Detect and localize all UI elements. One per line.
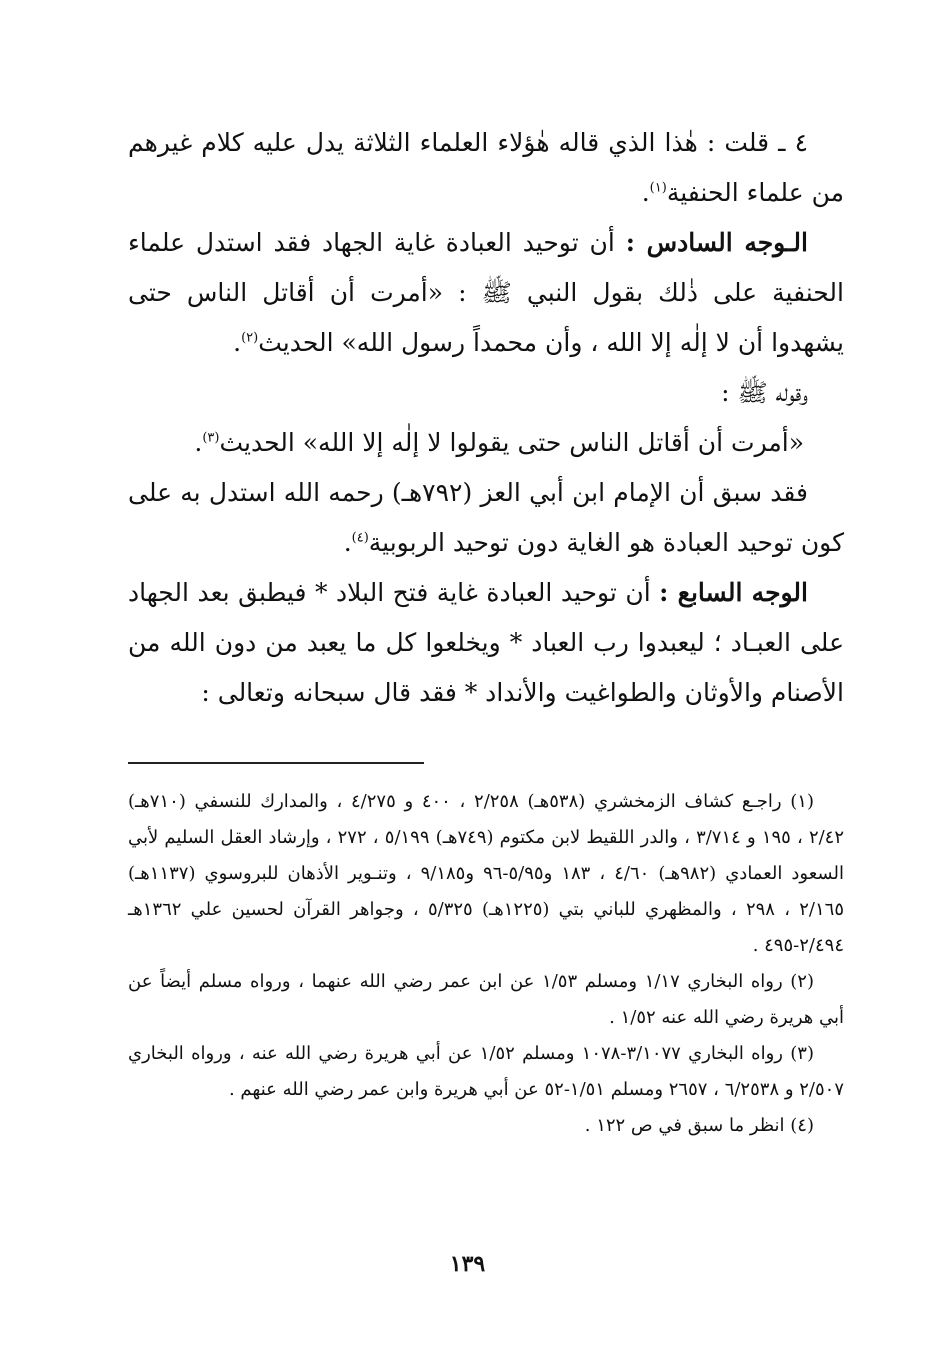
page-body (128, 118, 844, 1318)
footnote-ref[interactable]: (٢) (241, 330, 259, 346)
footnote-ref[interactable]: (٣) (202, 430, 220, 446)
footnotes (128, 784, 844, 1144)
paragraph: الـوجه السادس : أن توحيد العبادة غاية الجهاد فقد استدل علماء الحنفية على ذٰلك بقول النبي ﷺ : «أمرت أن أقاتل الناس حتى يشهدوا أن لا إلٰه إلا الله ، وأن محمداً رسول الله» الحديث$^{(٢)}$. (128, 228, 844, 357)
footnote: (٢) رواه البخاري ١/١٧ ومسلم ١/٥٣ عن ابن عمر رضي الله عنهما ، ورواه مسلم أيضاً عن أبي هريرة رضي الله عنه ١/٥٢ . (128, 971, 844, 1028)
footnote-ref[interactable]: (١) (649, 180, 667, 196)
main-text (128, 118, 844, 718)
page-number: ١٣٩ (449, 1251, 486, 1277)
paragraph: الوجه السابع : أن توحيد العبادة غاية فتح البلاد * فيطبق بعد الجهاد على العبـاد ؛ ليعبدوا رب العباد * ويخلعوا كل ما يعبد من دون الله من الأصنام والأوثان والطواغيت والأنداد * فقد قال سبحانه وتعالى : (128, 578, 844, 707)
footnote: (٣) رواه البخاري ٣/١٠٧٧-١٠٧٨ ومسلم ١/٥٢ عن أبي هريرة رضي الله عنه ، ورواه البخاري ٢/٥٠٧ و ٦/٢٥٣٨ ، ٢٦٥٧ ومسلم ١/٥١-٥٢ عن أبي هريرة وابن عمر رضي الله عنهم . (128, 1043, 844, 1100)
hadith-quote: «أمرت أن أقاتل الناس حتى يقولوا لا إلٰه إلا الله» الحديث$^{(٣)}$. (194, 428, 804, 457)
footnote: (١) راجـع كشاف الزمخشري (٥٣٨هـ) ٢/٢٥٨ ، ٤٠٠ و ٤/٢٧٥ ، والمدارك للنسفي (٧١٠هـ) ٢/٤٢ ، ١٩٥ و ٣/٧١٤ ، والدر اللقيط لابن مكتوم (٧٤٩هـ) ٥/١٩٩ ، ٢٧٢ ، وإرشاد العقل السليم لأبي السعود العمادي (٩٨٢هـ) ٤/٦٠ ، ١٨٣ و٥/٩٥-٩٦ و٩/١٨٥ ، وتنـوير الأذهان للبروسوي (١١٣٧هـ) ٢/١٦٥ ، ٢٩٨ ، والمظهري للباني بتي (١٢٢٥هـ) ٥/٣٢٥ ، وجواهر القرآن لحسين علي ١٣٦٢هـ ٢/٤٩٤-٤٩٥ . (128, 791, 845, 956)
section-heading: الـوجه السادس : (625, 228, 808, 257)
paragraph: وقوله ﷺ : (721, 378, 808, 407)
footnote: (٤) انظر ما سبق في ص ١٢٢ . (584, 1115, 814, 1136)
paragraph: ٤ ـ قلت : هٰذا الذي قاله هٰؤلاء العلماء الثلاثة يدل عليه كلام غيرهم من علماء الحنفية$^{(١)}$. (128, 128, 844, 207)
footnote-ref[interactable]: (٤) (351, 530, 369, 546)
footnote-separator (128, 762, 424, 764)
paragraph: فقد سبق أن الإمام ابن أبي العز (٧٩٢هـ) رحمه الله استدل به على كون توحيد العبادة هو الغاية دون توحيد الربوبية$^{(٤)}$. (128, 478, 844, 557)
section-heading: الوجه السابع : (659, 578, 808, 607)
